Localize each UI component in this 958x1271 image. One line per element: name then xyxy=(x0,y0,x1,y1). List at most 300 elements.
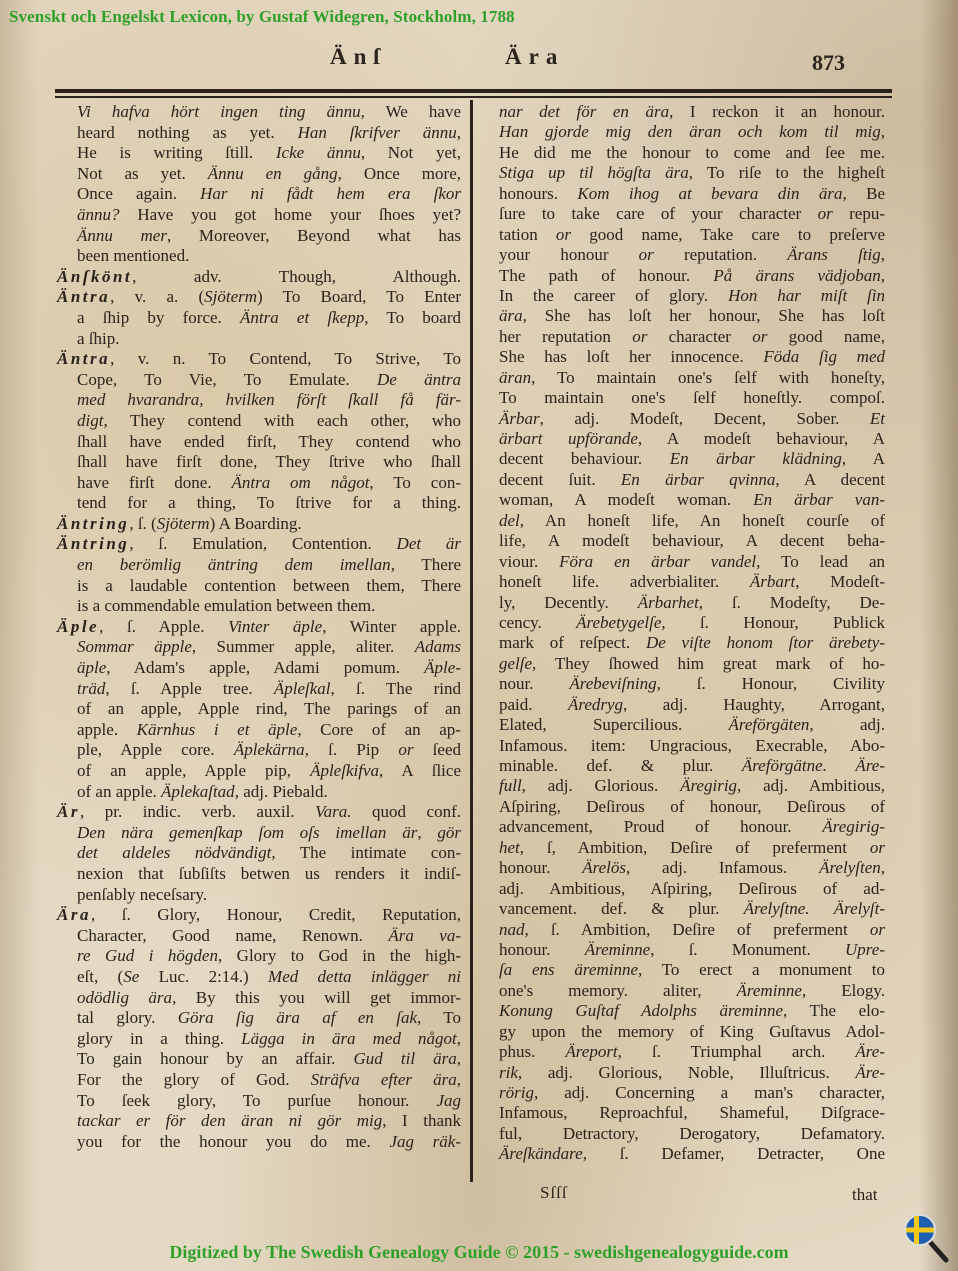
definition-text: , Summer apple, aliter. xyxy=(191,637,415,657)
swedish-phrase: or xyxy=(398,740,414,760)
text-line xyxy=(57,843,461,864)
swedish-phrase: Äreförgäten xyxy=(728,715,810,735)
definition-text: , xyxy=(456,1069,461,1089)
text-line xyxy=(57,1132,461,1153)
text-line xyxy=(499,1103,885,1123)
swedish-phrase: Äreförgätne. Äre- xyxy=(741,756,886,775)
headword: Äntring xyxy=(57,534,130,554)
definition-text: Luc. 2:14.) xyxy=(139,966,269,986)
headword: Äntring xyxy=(57,513,130,533)
definition-text: , ſ. Apple tree. xyxy=(105,678,274,698)
swedish-phrase: Ännu en gång xyxy=(207,163,338,183)
definition-text: , Elogy. xyxy=(801,980,885,1000)
text-line xyxy=(499,1124,885,1144)
text-line xyxy=(57,164,461,185)
text-line xyxy=(57,432,461,453)
swedish-phrase: En ärbar klädning xyxy=(669,449,842,469)
definition-text: , We have xyxy=(360,102,462,121)
definition-text: a ſhip. xyxy=(77,328,120,348)
swedish-phrase: ära xyxy=(499,306,523,326)
swedish-phrase: De viſte honom ſtor ärebety- xyxy=(645,633,885,653)
text-line xyxy=(499,511,885,531)
definition-text: , v. a. ( xyxy=(110,287,205,307)
definition-text: Cope, To Vie, To Emulate. xyxy=(77,369,377,389)
text-line xyxy=(57,329,461,350)
definition-text: ſhall have ended firſt, They contend who xyxy=(77,431,461,451)
headword: Äntra xyxy=(57,287,111,307)
definition-text: phus. xyxy=(499,1042,566,1062)
swedish-phrase: Ära va- xyxy=(388,925,461,945)
swedish-phrase: Kärnhus i et äple xyxy=(136,719,298,739)
definition-text: a ſhip by force. xyxy=(77,307,240,327)
definition-text: , I reckon it an honour. xyxy=(669,102,885,121)
swedish-phrase: Har ni fådt hem era ſkor xyxy=(200,184,462,204)
definition-text: her reputation xyxy=(499,326,633,346)
definition-text: , adj. Concerning a man's character, xyxy=(533,1083,885,1102)
header-rule-thin xyxy=(55,96,892,98)
definition-text: Have you got home your ſhoes yet? xyxy=(119,204,461,224)
definition-text: honours. xyxy=(499,183,578,203)
definition-text: , xyxy=(880,858,885,878)
definition-text: In the career of glory. xyxy=(499,285,729,305)
definition-text: life, A modeſt behaviour, A decent beha- xyxy=(499,531,885,551)
definition-text: Infamous, Reproachful, Shameful, Diſgrace- xyxy=(499,1103,885,1123)
swedish-phrase: Ärbar xyxy=(499,408,540,428)
text-line xyxy=(57,102,461,123)
text-line xyxy=(57,534,461,555)
running-head-left: Änſ xyxy=(330,44,387,69)
swedish-phrase: Han gjorde mig den äran och kom til mig xyxy=(499,122,881,142)
swedish-phrase: Et xyxy=(869,408,885,428)
swedish-flag-magnifier-icon xyxy=(902,1212,950,1264)
swedish-phrase: nad xyxy=(499,919,525,939)
swedish-phrase: Äplekärna xyxy=(233,740,305,760)
text-line xyxy=(499,776,885,796)
swedish-phrase: Äredryg xyxy=(567,694,624,714)
text-line xyxy=(57,1049,461,1070)
swedish-phrase: Ärelyſtne. Ärelyſt- xyxy=(743,899,885,919)
swedish-phrase: Äreſkändare xyxy=(499,1144,583,1164)
definition-text: , xyxy=(456,1028,461,1048)
text-line xyxy=(57,452,461,473)
text-line xyxy=(57,926,461,947)
definition-text: tation xyxy=(499,224,556,244)
text-line xyxy=(499,940,885,960)
swedish-phrase: Gud til ära xyxy=(353,1049,457,1069)
column-divider xyxy=(470,100,473,1182)
definition-text: your honour xyxy=(499,245,639,265)
text-line xyxy=(57,308,461,329)
swedish-phrase: or xyxy=(638,245,654,265)
text-line xyxy=(499,552,885,572)
swedish-phrase: Ärbart xyxy=(749,572,796,592)
text-line xyxy=(57,576,461,597)
text-line xyxy=(499,429,885,449)
text-line xyxy=(499,409,885,429)
text-line xyxy=(57,761,461,782)
definition-text: , ſ. The rind xyxy=(330,678,461,698)
swedish-phrase: Ärebeviſning xyxy=(569,674,657,694)
text-line xyxy=(499,920,885,940)
swedish-phrase: Äpleſkal xyxy=(273,678,331,698)
swedish-phrase: odödlig ära xyxy=(77,987,173,1007)
definition-text: , adv. Though, Although. xyxy=(132,266,461,286)
swedish-phrase: Ärelös xyxy=(582,858,627,878)
swedish-phrase: Ärbarhet xyxy=(637,592,699,612)
definition-text: Elated, Supercilious. xyxy=(499,715,729,735)
text-line xyxy=(499,572,885,592)
text-line xyxy=(57,679,461,700)
definition-text: , adj. Piebald. xyxy=(234,781,328,801)
page-number: 873 xyxy=(812,50,845,75)
text-line xyxy=(57,473,461,494)
swedish-phrase: Äple- xyxy=(424,658,461,678)
swedish-phrase: Ärelyſten xyxy=(819,858,881,878)
definition-text: advancement, Proud of honour. xyxy=(499,817,823,837)
swedish-phrase: Vi hafva hört ingen ting ännu xyxy=(77,102,361,121)
definition-text: , A xyxy=(841,449,885,469)
text-line xyxy=(499,838,885,858)
definition-text: , There xyxy=(390,555,461,575)
swedish-phrase: Stiga up til högſta ära xyxy=(499,163,689,183)
definition-text: eſt, ( xyxy=(77,966,124,986)
definition-text: minable. def. & plur. xyxy=(499,756,742,775)
definition-text: , An honeſt life, An honeſt courſe of xyxy=(519,510,885,530)
text-line xyxy=(57,802,461,823)
text-line xyxy=(57,946,461,967)
text-line xyxy=(499,593,885,613)
swedish-phrase: Äre- xyxy=(855,1042,885,1062)
definition-text: , xyxy=(456,122,461,142)
swedish-phrase: ſa ens äreminne xyxy=(499,960,638,980)
definition-text: vancement. def. & plur. xyxy=(499,899,744,919)
definition-text: , xyxy=(456,1049,462,1069)
swedish-phrase: Göra ſig ära af en ſak xyxy=(177,1008,417,1028)
definition-text: , A decent xyxy=(775,469,886,489)
definition-text: Character, Good name, Renown. xyxy=(77,925,389,945)
text-line xyxy=(499,184,885,204)
definition-text: tend for a thing, To ſtrive for a thing. xyxy=(77,493,461,513)
swedish-phrase: det aldeles nödvändigt xyxy=(77,843,272,863)
definition-text: , They ſhowed him great mark of ho- xyxy=(532,653,885,673)
swedish-phrase: Äntra et ſkepp xyxy=(240,307,365,327)
definition-text: For the glory of God. xyxy=(77,1069,311,1089)
swedish-phrase: del xyxy=(499,510,520,530)
swedish-phrase: Ärans ſtig xyxy=(787,245,881,265)
definition-text: tal glory. xyxy=(77,1008,178,1028)
definition-text: , To maintain one's ſelf with honeſty, xyxy=(531,367,885,387)
definition-text: To gain honour by an affair. xyxy=(77,1049,354,1069)
definition-text: gy upon the memory of King Guſtavus Adol- xyxy=(499,1021,885,1041)
swedish-phrase: het xyxy=(499,837,520,857)
definition-text: of an apple, Apple rind, The parings of an xyxy=(77,699,461,719)
swedish-phrase: träd xyxy=(77,678,106,698)
definition-text: paid. xyxy=(499,694,568,714)
definition-text: , adj. xyxy=(809,715,885,735)
text-line xyxy=(499,715,885,735)
definition-text: honour. xyxy=(499,858,583,878)
definition-text: , The intimate con- xyxy=(271,843,461,863)
definition-text: , ſ. ( xyxy=(129,513,157,533)
definition-text: , adj. Modeſt, Decent, Sober. xyxy=(539,408,870,428)
text-line xyxy=(57,596,461,617)
headword: Äple xyxy=(57,616,100,636)
definition-text: , To con- xyxy=(369,472,461,492)
definition-text: , She has loſt her honour, She has loſt xyxy=(522,306,885,326)
text-line xyxy=(57,720,461,741)
definition-text: , ſ. Honour, Civility xyxy=(656,674,885,694)
text-line xyxy=(499,1083,885,1103)
swedish-phrase: Föda ſig med xyxy=(763,347,885,367)
swedish-phrase: På ärans vädjoban xyxy=(713,265,881,285)
definition-text: have firſt done. xyxy=(77,472,232,492)
swedish-phrase: Äregirig- xyxy=(822,817,885,837)
swedish-phrase: full xyxy=(499,776,522,796)
text-line xyxy=(499,531,885,551)
definition-text: , ſ. Monument. xyxy=(650,939,846,959)
text-line xyxy=(499,102,885,122)
definition-text: apple. xyxy=(77,719,137,739)
swedish-phrase: Upre- xyxy=(845,939,885,959)
definition-text: , ſ. Defamer, Detracter, One xyxy=(582,1144,885,1164)
text-line xyxy=(57,493,461,514)
definition-text: , To xyxy=(417,1008,461,1028)
text-line xyxy=(499,225,885,245)
swedish-phrase: or xyxy=(869,919,885,939)
swedish-phrase: Med detta inlägger ni xyxy=(268,966,461,986)
definition-text: woman, A modeſt woman. xyxy=(499,490,754,510)
text-line xyxy=(499,347,885,367)
definition-text: , adj. Haughty, Arrogant, xyxy=(623,694,885,714)
text-line xyxy=(57,287,461,308)
swedish-phrase: gör xyxy=(437,822,462,842)
definition-text: , Core of an ap- xyxy=(297,719,461,739)
swedish-phrase: Ännu mer xyxy=(77,225,167,245)
swedish-phrase: Kom ihog at bevara din ära xyxy=(577,183,843,203)
right-column xyxy=(499,102,885,1165)
definition-text: , ſ. Triumphal arch. xyxy=(617,1042,856,1062)
definition-text: , adj. Glorious. xyxy=(521,776,681,796)
definition-text: To ſeek glory, To purſue honour. xyxy=(77,1090,437,1110)
definition-text: mark of reſpect. xyxy=(499,633,646,653)
left-column xyxy=(57,102,461,1152)
header-rule xyxy=(55,89,892,93)
text-line xyxy=(499,736,885,756)
text-line xyxy=(499,327,885,347)
swedish-phrase: digt xyxy=(77,410,104,430)
definition-text: is a commendable emulation between them. xyxy=(77,596,376,616)
definition-text: of an apple, Apple pip, xyxy=(77,761,311,780)
definition-text: ) A Boarding. xyxy=(209,513,302,533)
text-line xyxy=(499,306,885,326)
definition-text: heard nothing as yet. xyxy=(77,122,298,142)
definition-text: , ſ, Ambition, Deſire of preferment xyxy=(519,837,870,857)
definition-text: , To erect a monument to xyxy=(638,960,885,980)
text-line xyxy=(57,349,461,370)
definition-text: To maintain one's ſelf honeſtly. compoſ. xyxy=(499,388,885,408)
text-line xyxy=(499,1144,885,1164)
definition-text: glory in a thing. xyxy=(77,1028,242,1048)
text-line xyxy=(57,370,461,391)
text-line xyxy=(499,654,885,674)
text-line xyxy=(499,817,885,837)
text-line xyxy=(57,123,461,144)
swedish-phrase: Vinter äple xyxy=(228,616,323,636)
definition-text: good name, xyxy=(767,326,885,346)
definition-text: , adj. Glorious, Noble, Illuſtricus. xyxy=(517,1062,856,1082)
definition-text: ful, Detractory, Derogatory, Defamatory. xyxy=(499,1123,885,1143)
definition-text: been mentioned. xyxy=(77,246,190,266)
definition-text: , To riſe to the higheſt xyxy=(688,163,885,183)
swedish-phrase: Äreminne xyxy=(584,939,651,959)
swedish-phrase: med hvarandra, hvilken förſt ſkall få fär- xyxy=(77,390,461,410)
text-line xyxy=(499,122,885,142)
text-line xyxy=(57,967,461,988)
swedish-phrase: ärbart upförande xyxy=(499,429,638,448)
swedish-phrase: Sommar äpple xyxy=(77,637,192,657)
definition-text: , Moreover, Beyond what has xyxy=(166,225,461,245)
text-line xyxy=(499,368,885,388)
swedish-phrase: Äntra om något xyxy=(231,472,370,492)
definition-text: decent behaviour. xyxy=(499,449,670,469)
definition-text: , Once more, xyxy=(337,163,461,183)
text-line xyxy=(57,514,461,535)
text-line xyxy=(499,613,885,633)
text-line xyxy=(499,388,885,408)
swedish-phrase: or xyxy=(752,326,768,346)
definition-text: one's memory. aliter, xyxy=(499,980,737,1000)
definition-text: , v. n. To Contend, To Strive, To xyxy=(110,349,461,369)
swedish-phrase: gelſe xyxy=(499,653,533,673)
definition-text: honeſt life. adverbialiter. xyxy=(499,572,750,592)
headword: Äntra xyxy=(57,349,111,369)
definition-text: adj. Ambitious, Aſpiring, Deſirous of ad- xyxy=(499,878,885,898)
definition-text: ſhall have firſt done, They ſtrive who ſhall xyxy=(77,452,461,472)
text-line xyxy=(499,899,885,919)
text-line xyxy=(57,1029,461,1050)
swedish-phrase: Jag xyxy=(436,1090,461,1110)
text-line xyxy=(57,699,461,720)
headword: Är xyxy=(57,802,80,822)
text-line xyxy=(57,782,461,803)
definition-text: , Glory to God in the high- xyxy=(217,946,461,966)
text-line xyxy=(499,797,885,817)
definition-text: Not as yet. xyxy=(77,163,208,183)
definition-text: He is writing ſtill. xyxy=(77,143,276,163)
text-line xyxy=(499,449,885,469)
swedish-phrase: Äreminne xyxy=(736,980,802,1000)
text-line xyxy=(499,490,885,510)
swedish-phrase: or xyxy=(555,224,572,244)
definition-text: ) To Board, To Enter xyxy=(257,287,461,307)
text-line xyxy=(499,204,885,224)
text-line xyxy=(499,879,885,899)
swedish-phrase: rörig xyxy=(499,1083,534,1102)
swedish-phrase: Sjöterm xyxy=(156,513,210,533)
swedish-phrase: Se xyxy=(123,966,140,986)
text-line xyxy=(499,1022,885,1042)
definition-text: is a laudable contention between them, There xyxy=(77,575,461,595)
definition-text: , ſ. Modeſty, De- xyxy=(698,592,886,612)
headword: Änſkönt xyxy=(57,266,133,286)
running-head-right: Ära xyxy=(505,44,565,69)
definition-text: honour. xyxy=(499,939,585,959)
swedish-phrase: De äntra xyxy=(376,369,461,389)
definition-text: ple, Apple core. xyxy=(77,740,234,760)
definition-text: , Not yet, xyxy=(360,143,461,163)
swedish-phrase: Adams xyxy=(414,637,461,657)
definition-text: He did me the honour to come and ſee me. xyxy=(499,142,885,162)
definition-text: , ſ. Emulation, Contention. xyxy=(129,534,397,554)
text-line xyxy=(57,1008,461,1029)
definition-text: quod conf. xyxy=(351,802,461,822)
swedish-phrase: Icke ännu xyxy=(275,143,361,163)
swedish-phrase: Äregirig xyxy=(680,776,738,796)
text-line xyxy=(57,637,461,658)
definition-text: , I thank xyxy=(382,1111,461,1131)
text-line xyxy=(499,1001,885,1021)
text-line xyxy=(57,1111,461,1132)
swedish-phrase: rik xyxy=(499,1062,518,1082)
text-line xyxy=(499,633,885,653)
swedish-phrase: Lägga in ära med något xyxy=(241,1028,457,1048)
swedish-phrase: Jag räk- xyxy=(389,1131,461,1151)
text-line xyxy=(57,885,461,906)
text-line xyxy=(57,905,461,926)
text-line xyxy=(499,858,885,878)
swedish-phrase: Vara. xyxy=(315,802,352,822)
definition-text: ſure to take care of your character xyxy=(499,204,818,224)
text-line xyxy=(499,266,885,286)
text-line xyxy=(57,658,461,679)
digitized-footer: Digitized by The Swedish Genealogy Guide © 2015 - swedishgenealogyguide.com xyxy=(169,1242,789,1262)
text-line xyxy=(57,617,461,638)
text-line xyxy=(499,981,885,1001)
text-line xyxy=(499,756,885,776)
swedish-phrase: Äre- xyxy=(855,1062,885,1082)
text-line xyxy=(499,1042,885,1062)
swedish-phrase: or xyxy=(817,204,833,224)
definition-text: , ſ. Apple. xyxy=(99,616,229,636)
text-line xyxy=(57,184,461,205)
definition-text: ly, Decently. xyxy=(499,592,638,612)
definition-text: , xyxy=(880,245,885,265)
text-line xyxy=(499,470,885,490)
swedish-phrase: Ärebetygelſe xyxy=(576,612,662,632)
text-line xyxy=(57,143,461,164)
definition-text: , By this you will get immor- xyxy=(172,987,461,1007)
text-line xyxy=(499,674,885,694)
text-line xyxy=(57,390,461,411)
definition-text: viour. xyxy=(499,551,560,571)
definition-text: you for the honour you do me. xyxy=(77,1131,390,1151)
definition-text: , ſ. Ambition, Deſire of preferment xyxy=(524,919,870,939)
definition-text: , A ſlice xyxy=(379,761,461,780)
swedish-phrase: Sträfva efter ära xyxy=(310,1069,457,1089)
signature-mark: Sſſſ xyxy=(540,1183,568,1202)
catchword: that xyxy=(852,1185,878,1204)
definition-text: , A modeſt behaviour, A xyxy=(637,429,885,448)
text-line xyxy=(499,1063,885,1083)
swedish-phrase: ännu? xyxy=(77,204,120,224)
definition-text: , xyxy=(880,265,885,285)
text-line xyxy=(57,411,461,432)
definition-text: , adj. Infamous. xyxy=(626,858,820,878)
definition-text: , ſ. Pip xyxy=(304,740,399,760)
swedish-phrase: Föra en ärbar vandel xyxy=(559,551,757,571)
definition-text: , To lead an xyxy=(756,551,885,571)
definition-text: , ſ. Honour, Publick xyxy=(661,612,885,632)
